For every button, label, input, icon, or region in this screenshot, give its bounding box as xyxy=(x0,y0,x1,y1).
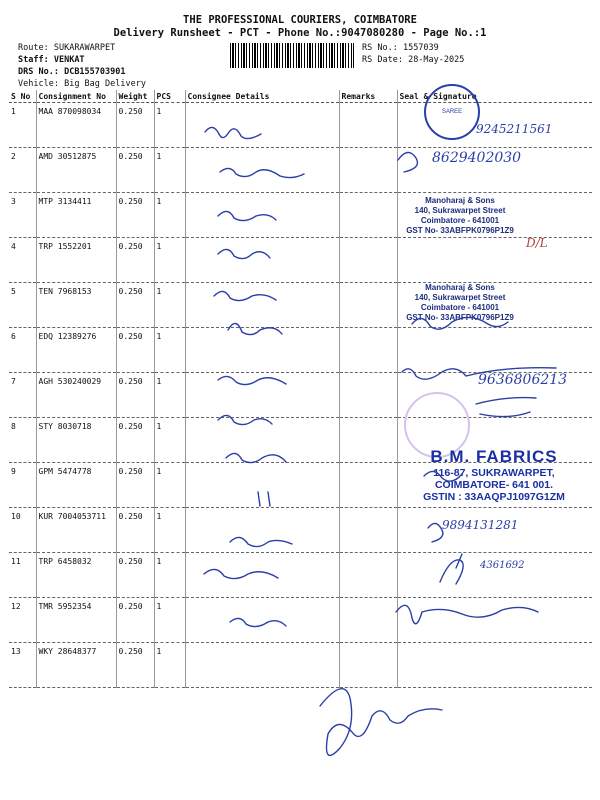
rs-no-label: RS No.: xyxy=(362,43,398,53)
consignment-cell: AGH 530240029 xyxy=(36,373,116,418)
consignment-cell: MTP 3134411 xyxy=(36,193,116,238)
weight-cell: 0.250 xyxy=(116,643,154,688)
weight-cell: 0.250 xyxy=(116,283,154,328)
column-header: Seal & Signature xyxy=(397,90,592,103)
sno-cell: 12 xyxy=(9,598,36,643)
consignment-cell: TRP 6458032 xyxy=(36,553,116,598)
sno-cell: 2 xyxy=(9,148,36,193)
drs-label: DRS No.: xyxy=(18,67,59,77)
stamp-street: 140, Sukrawarpet Street xyxy=(414,206,506,215)
signature xyxy=(396,605,538,624)
pcs-cell: 1 xyxy=(154,103,185,148)
stamp-gst: GST No- 33ABFPK0796P1Z9 xyxy=(406,313,514,322)
bm-fabrics-line2: COIMBATORE- 641 001. xyxy=(434,479,554,491)
stamp-name: Manoharaj & Sons xyxy=(425,283,495,292)
consignee-scribble xyxy=(228,323,282,334)
sno-cell: 5 xyxy=(9,283,36,328)
signature xyxy=(424,471,462,481)
pcs-cell: 1 xyxy=(154,598,185,643)
consignee-scribble xyxy=(214,291,276,300)
consignment-cell: TEN 7968153 xyxy=(36,283,116,328)
consignee-scribble xyxy=(230,537,292,546)
vehicle-label: Vehicle: xyxy=(18,79,59,89)
consignee-scribble xyxy=(220,168,304,177)
pcs-cell: 1 xyxy=(154,373,185,418)
consignee-scribble xyxy=(204,569,278,578)
consignment-cell: MAA 870098034 xyxy=(36,103,116,148)
stamp-name: Manoharaj & Sons xyxy=(425,196,495,205)
stamp-gst: GST No- 33ABFPK0796P1Z9 xyxy=(406,226,514,235)
signature xyxy=(320,689,442,756)
bm-fabrics-name: B.M. FABRICS xyxy=(430,447,558,466)
drs-value: DCB155703901 xyxy=(64,67,126,77)
consignee-scribble xyxy=(258,492,270,506)
weight-cell: 0.250 xyxy=(116,373,154,418)
column-header: Consignment No xyxy=(36,90,116,103)
consignment-cell: EDQ 12389276 xyxy=(36,328,116,373)
runsheet-subtitle: Delivery Runsheet - PCT - Phone No.:9047080280 - Page No.:1 xyxy=(113,27,487,39)
weight-cell: 0.250 xyxy=(116,598,154,643)
consignment-cell: AMD 30512875 xyxy=(36,148,116,193)
route-label: Route: xyxy=(18,43,49,53)
pcs-cell: 1 xyxy=(154,508,185,553)
sno-cell: 6 xyxy=(9,328,36,373)
staff-value: VENKAT xyxy=(53,55,85,65)
seal-text: SAREE xyxy=(441,109,463,115)
route-value: SUKARAWARPET xyxy=(53,43,116,53)
consignment-cell: GPM 5474778 xyxy=(36,463,116,508)
consignee-scribble xyxy=(218,249,270,258)
pcs-cell: 1 xyxy=(154,238,185,283)
sno-cell: 9 xyxy=(9,463,36,508)
handwritten-phone-5: 4361692 xyxy=(480,560,525,571)
signature xyxy=(428,523,443,542)
sno-cell: 4 xyxy=(9,238,36,283)
weight-cell: 0.250 xyxy=(116,148,154,193)
consignee-scribble xyxy=(218,211,276,220)
rs-no-value: 1557039 xyxy=(402,43,439,53)
bm-fabrics-line1: 116-87, SUKRAWARPET, xyxy=(433,467,555,479)
pcs-cell: 1 xyxy=(154,643,185,688)
consignee-scribble xyxy=(205,127,261,138)
weight-cell: 0.250 xyxy=(116,508,154,553)
pcs-cell: 1 xyxy=(154,328,185,373)
signature xyxy=(398,152,418,172)
signature xyxy=(402,368,556,380)
consignment-cell: TMR 5952354 xyxy=(36,598,116,643)
handwritten-phone-3: 9636806213 xyxy=(478,372,568,388)
column-header: PCS xyxy=(154,90,185,103)
column-header: Consignee Details xyxy=(185,90,339,103)
column-header: S No xyxy=(9,90,36,103)
sno-cell: 7 xyxy=(9,373,36,418)
consignment-cell: WKY 28648377 xyxy=(36,643,116,688)
weight-cell: 0.250 xyxy=(116,463,154,508)
signature xyxy=(476,398,536,417)
consignee-scribble xyxy=(218,376,286,384)
stamp-city: Coimbatore - 641001 xyxy=(420,216,500,225)
column-header: Weight xyxy=(116,90,154,103)
sno-cell: 10 xyxy=(9,508,36,553)
bm-fabrics-line3: GSTIN : 33AAQPJ1097G1ZM xyxy=(423,491,565,503)
rs-date-label: RS Date: xyxy=(362,55,403,65)
handwritten-note: D/L xyxy=(526,236,548,250)
sno-cell: 1 xyxy=(9,103,36,148)
weight-cell: 0.250 xyxy=(116,103,154,148)
pcs-cell: 1 xyxy=(154,283,185,328)
sno-cell: 3 xyxy=(9,193,36,238)
consignment-cell: TRP 1552201 xyxy=(36,238,116,283)
column-header: Remarks xyxy=(339,90,397,103)
weight-cell: 0.250 xyxy=(116,418,154,463)
company-title: THE PROFESSIONAL COURIERS, COIMBATORE xyxy=(183,14,417,26)
pcs-cell: 1 xyxy=(154,148,185,193)
pcs-cell: 1 xyxy=(154,553,185,598)
pcs-cell: 1 xyxy=(154,463,185,508)
staff-label: Staff: xyxy=(18,55,49,65)
handwritten-phone-1: 9245211561 xyxy=(476,122,553,136)
weight-cell: 0.250 xyxy=(116,193,154,238)
stamp-street: 140, Sukrawarpet Street xyxy=(414,293,506,302)
consignee-scribble xyxy=(226,453,286,462)
consignee-scribble xyxy=(230,618,286,626)
weight-cell: 0.250 xyxy=(116,238,154,283)
sno-cell: 11 xyxy=(9,553,36,598)
rs-date-value: 28-May-2025 xyxy=(408,55,465,65)
handwritten-phone-4: 9894131281 xyxy=(442,518,519,532)
vehicle-value: Big Bag Delivery xyxy=(64,79,146,89)
signature xyxy=(440,554,463,584)
consignment-cell: STY 8030718 xyxy=(36,418,116,463)
pcs-cell: 1 xyxy=(154,418,185,463)
pcs-cell: 1 xyxy=(154,193,185,238)
consignee-scribble xyxy=(218,415,272,424)
sno-cell: 13 xyxy=(9,643,36,688)
weight-cell: 0.250 xyxy=(116,553,154,598)
weight-cell: 0.250 xyxy=(116,328,154,373)
signature xyxy=(412,317,508,329)
stamp-city: Coimbatore - 641001 xyxy=(420,303,500,312)
sno-cell: 8 xyxy=(9,418,36,463)
handwritten-phone-2: 8629402030 xyxy=(432,150,522,166)
consignment-cell: KUR 7004053711 xyxy=(36,508,116,553)
